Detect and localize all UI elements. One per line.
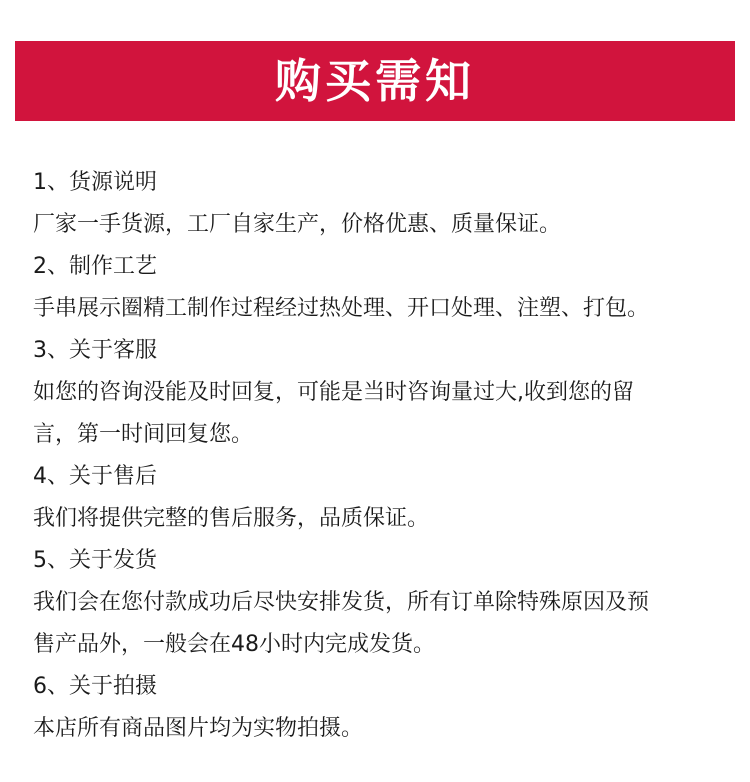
section-text-shipping: 我们会在您付款成功后尽快安排发货，所有订单除特殊原因及预 bbox=[33, 590, 650, 615]
page-title: 购买需知 bbox=[275, 54, 475, 108]
notice-content bbox=[33, 162, 723, 750]
section-text-shipping-cont: 售产品外，一般会在48小时内完成发货。 bbox=[33, 632, 435, 657]
section-heading-shipping: 5、关于发货 bbox=[33, 548, 157, 573]
section-text-service-cont: 言，第一时间回复您。 bbox=[33, 422, 254, 447]
header-banner bbox=[15, 41, 735, 121]
section-text-aftersale: 我们将提供完整的售后服务，品质保证。 bbox=[33, 506, 430, 531]
section-text-photo: 本店所有商品图片均为实物拍摄。 bbox=[33, 716, 364, 741]
section-heading-source: 1、货源说明 bbox=[33, 170, 157, 195]
section-text-source: 厂家一手货源，工厂自家生产，价格优惠、质量保证。 bbox=[33, 212, 562, 237]
section-heading-craft: 2、制作工艺 bbox=[33, 254, 157, 279]
section-heading-aftersale: 4、关于售后 bbox=[33, 464, 157, 489]
section-heading-photo: 6、关于拍摄 bbox=[33, 674, 157, 699]
section-text-service: 如您的咨询没能及时回复，可能是当时咨询量过大,收到您的留 bbox=[33, 380, 634, 405]
section-text-craft: 手串展示圈精工制作过程经过热处理、开口处理、注塑、打包。 bbox=[33, 296, 650, 321]
section-heading-service: 3、关于客服 bbox=[33, 338, 157, 363]
